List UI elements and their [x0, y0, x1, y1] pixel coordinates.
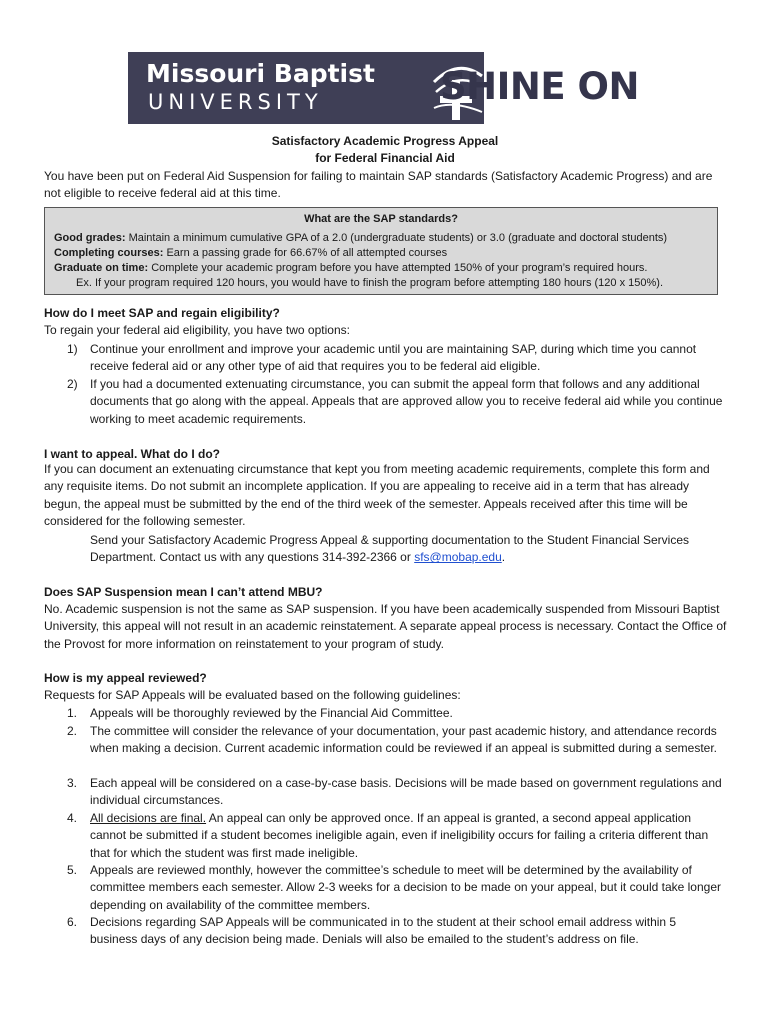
sap-completing	[54, 247, 447, 259]
document-title-line2: for Federal Financial Aid	[315, 151, 455, 165]
meet-sap-intro: To regain your federal aid eligibility, you have two options:	[44, 323, 350, 337]
logo-box	[128, 52, 432, 124]
section-heading-meet-sap: How do I meet SAP and regain eligibility?	[44, 306, 280, 320]
sap-box-title: What are the SAP standards?	[304, 213, 458, 225]
list-number: 1.	[67, 706, 78, 720]
suspension-body: No. Academic suspension is not the same as SAP suspension. If you have been academically suspended from Missouri Baptist University, this appeal will not result in an academic reinstatement. A separate appeal process is necessary. Contact the Office of the Provost for more information on reinstatement to your program of study.	[44, 602, 727, 651]
list-number: 2)	[67, 377, 78, 391]
list-number: 3.	[67, 776, 78, 790]
logo-tagline: SHINE ON	[440, 65, 639, 108]
appeal-body: If you can document an extenuating circumstance that kept you from meeting academic requirements, complete this form and any requisite items. Do not submit an incomplete application. If you are appealing to receive aid in a term that has already begun, the appeal must be submitted by the end of the third week of the semester. Appeals received after this time will be considered for the following semester.	[44, 462, 710, 528]
sap-good-grades	[54, 232, 667, 244]
list-number: 1)	[67, 342, 78, 356]
section-heading-review: How is my appeal reviewed?	[44, 671, 207, 685]
list-text: The committee will consider the relevance of your documentation, your past academic history, and attendance records when making a decision. Current academic information could be reviewed if an appeal is submitted during a semester.	[90, 724, 717, 756]
sap-graduate	[54, 262, 647, 274]
email-link[interactable]: sfs@mobap.edu	[414, 550, 502, 565]
sap-good-grades-text: Maintain a minimum cumulative GPA of a 2.0 (undergraduate students) or 3.0 (graduate and doctoral students)	[128, 232, 668, 244]
sap-good-grades-label: Good grades:	[54, 232, 126, 244]
list-number: 6.	[67, 915, 78, 929]
sap-graduate-text: Complete your academic program before you have attempted 150% of your program’s required hours.	[151, 262, 648, 274]
logo-name-line1: Missouri Baptist	[146, 59, 375, 88]
list-text: Continue your enrollment and improve your academic until you are maintaining SAP, during which time you cannot receive federal aid or any other type of aid that requires you to be federal aid eligible.	[90, 342, 697, 374]
list-number: 5.	[67, 863, 78, 877]
logo-name-line2: UNIVERSITY	[148, 90, 323, 114]
list-number: 2.	[67, 724, 78, 738]
intro-paragraph: You have been put on Federal Aid Suspension for failing to maintain SAP standards (Satisfactory Academic Progress) and are not eligible to receive federal aid at this time.	[44, 169, 713, 201]
sap-graduate-label: Graduate on time:	[54, 262, 149, 274]
list-text-rest: An appeal can only be approved once. If an appeal is granted, a second appeal application cannot be submitted if a student becomes ineligible again, even if ineligibility occurs for failing a criteria different than that for which the student was first made ineligible.	[90, 811, 709, 860]
sap-completing-label: Completing courses:	[54, 247, 164, 259]
list-number: 4.	[67, 811, 78, 825]
sap-completing-text: Earn a passing grade for 66.67% of all attempted courses	[166, 247, 448, 259]
appeal-send-instructions	[90, 532, 730, 567]
list-text: Each appeal will be considered on a case-by-case basis. Decisions will be made based on government regulations and individual circumstances.	[90, 776, 722, 808]
list-text: Appeals will be thoroughly reviewed by the Financial Aid Committee.	[90, 706, 453, 720]
university-logo	[128, 52, 646, 124]
appeal-send-end: .	[501, 550, 506, 565]
list-text: Appeals are reviewed monthly, however the committee’s schedule to meet will be determined by the availability of committee members each semester. Allow 2-3 weeks for a decision to be made on your appeal, but it could take longer depending on availability of the committee members.	[90, 863, 721, 912]
list-text: Decisions regarding SAP Appeals will be communicated in to the student at their school email address within 5 business days of any decision being made. Denials will also be emailed to the student’s address on file.	[90, 915, 677, 947]
sap-example: Ex. If your program required 120 hours, you would have to finish the program before attempting 180 hours (120 x 150%).	[76, 277, 663, 289]
list-text: If you had a documented extenuating circumstance, you can submit the appeal form that follows and any additional documents that go along with the appeal. Appeals that are approved allow you to receive federal aid while you continue working to meet academic requirements.	[90, 377, 723, 426]
list-text	[90, 810, 726, 862]
document-title-line1: Satisfactory Academic Progress Appeal	[271, 134, 499, 148]
final-decision-emphasis: All decisions are final.	[90, 811, 207, 825]
section-heading-appeal: I want to appeal. What do I do?	[44, 447, 220, 461]
section-heading-suspension: Does SAP Suspension mean I can’t attend MBU?	[44, 585, 323, 599]
appeal-send-text: Send your Satisfactory Academic Progress Appeal & supporting documentation to the Student Financial Services Department. Contact us with any questions 314-392-2366 or	[90, 533, 690, 565]
review-intro: Requests for SAP Appeals will be evaluated based on the following guidelines:	[44, 688, 461, 702]
sap-standards-box	[44, 207, 718, 295]
